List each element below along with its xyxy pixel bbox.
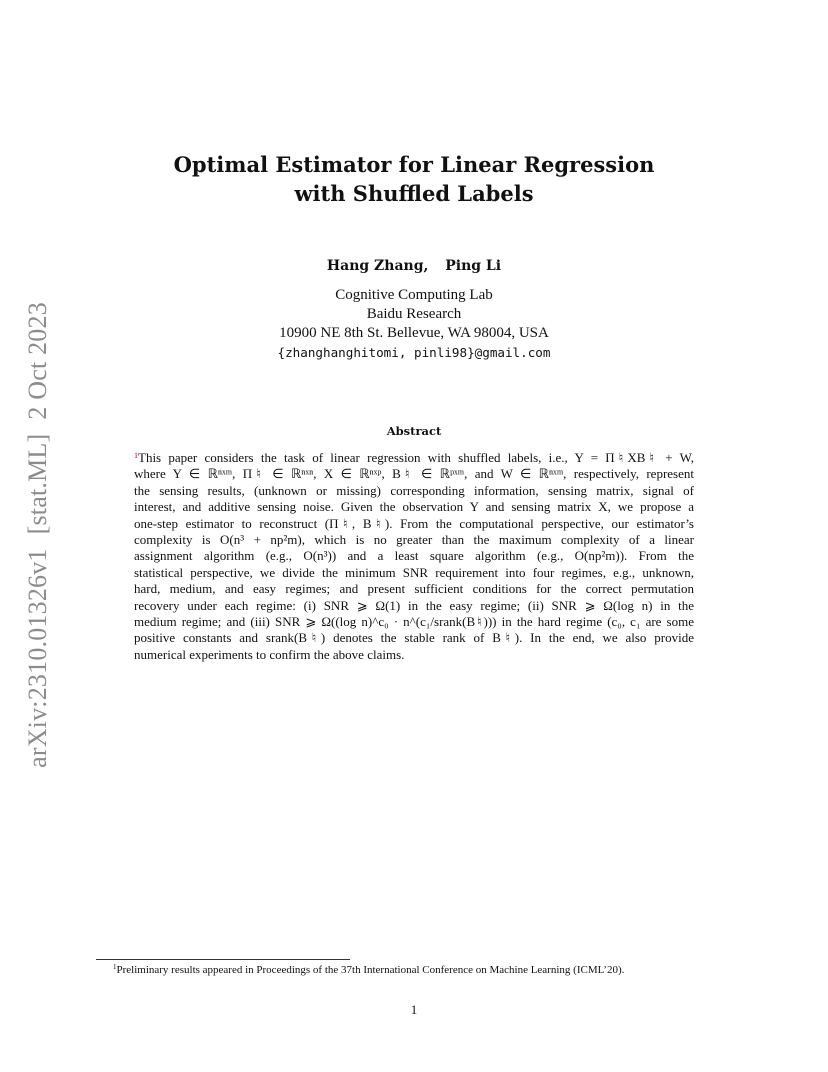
footnote-marker[interactable]: 1 — [134, 451, 138, 460]
abstract-line: complexity is O(n³ + np²m), which is no greater than the maximum complexity of a linear — [134, 532, 694, 548]
paper-title — [0, 150, 828, 208]
abstract-line: positive constants and srank(B♮) denotes the stable rank of B♮). In the end, we also provide — [134, 630, 694, 646]
affiliation-lab: Cognitive Computing Lab — [335, 287, 493, 303]
footnote-rule — [96, 959, 350, 960]
abstract-line: one-step estimator to reconstruct (Π♮, B♮). From the computational perspective, our estimator’s — [134, 515, 694, 531]
title-line-1: Optimal Estimator for Linear Regression — [173, 152, 655, 177]
abstract-line: assignment algorithm (e.g., O(n³)) and a least square algorithm (e.g., O(np²m)). From the — [134, 548, 694, 564]
authors — [0, 258, 828, 274]
author-1: Hang Zhang, — [326, 258, 429, 274]
page-number: 1 — [410, 1002, 418, 1017]
abstract-line: the sensing results, (unknown or missing) corresponding information, sensing matrix, signal of — [134, 482, 694, 498]
abstract-line: medium regime; and (iii) SNR ⩾ Ω((log n)^c₀ · n^(c₁/srank(B♮))) in the hard regime (c₀, c₁ are some — [134, 614, 694, 630]
abstract-line: interest, and additive sensing noise. Given the observation Y and sensing matrix X, we propose a — [134, 499, 694, 515]
arxiv-id: arXiv:2310.01326v1 — [23, 548, 52, 768]
arxiv-category: [stat.ML] — [23, 433, 52, 535]
arxiv-date: 2 Oct 2023 — [23, 302, 52, 420]
affiliation-address: 10900 NE 8th St. Bellevue, WA 98004, USA — [279, 325, 549, 341]
abstract-line: $^1$This paper considers the task of linear regression with shuffled labels, i.e., Y = Π♮XB♮ + W, — [134, 450, 694, 465]
abstract-heading: Abstract — [386, 424, 442, 438]
abstract-line: numerical experiments to confirm the above claims. — [134, 646, 405, 662]
affiliation-org: Baidu Research — [366, 306, 462, 322]
footnote — [113, 963, 753, 976]
author-2: Ping Li — [445, 258, 502, 274]
title-line-2: with Shuffled Labels — [294, 181, 534, 206]
abstract-line: where Y ∈ ℝⁿˣᵐ, Π♮ ∈ ℝⁿˣⁿ, X ∈ ℝⁿˣᵖ, B♮ ∈ ℝᵖˣᵐ, and W ∈ ℝⁿˣᵐ, respectively, represent — [134, 466, 694, 482]
abstract-line: hard, medium, and easy regimes; and present sufficient conditions for the correct permutation — [134, 581, 694, 597]
abstract-line: recovery under each regime: (i) SNR ⩾ Ω(1) in the easy regime; (ii) SNR ⩾ Ω(log n) in the — [134, 597, 694, 613]
abstract-body — [134, 448, 694, 663]
author-email[interactable]: {zhanghanghitomi, pinli98}@gmail.com — [277, 345, 551, 360]
abstract-line: statistical perspective, we divide the minimum SNR requirement into four regimes, e.g., unknown, — [134, 564, 694, 580]
footnote-text: Preliminary results appeared in Proceedings of the 37th International Conference on Machine Learning (ICML’20). — [116, 964, 625, 976]
footnote-number: 1 — [113, 963, 117, 971]
affiliation — [0, 286, 828, 362]
